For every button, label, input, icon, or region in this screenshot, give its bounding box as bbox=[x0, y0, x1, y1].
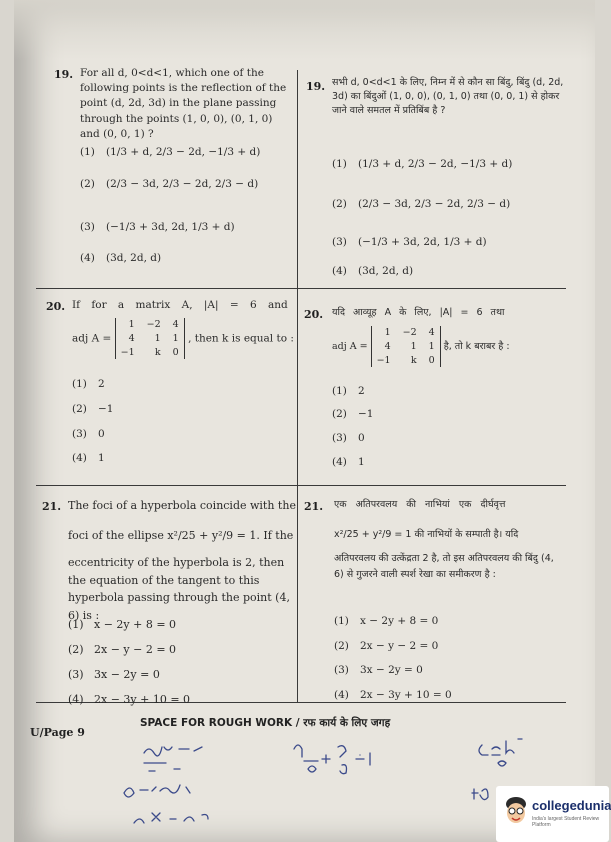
q21-number-en: 21. bbox=[42, 500, 62, 513]
q20-after-en: , then k is equal to : bbox=[188, 332, 294, 345]
option-text: −1 bbox=[98, 403, 114, 415]
matrix-cell: 1 bbox=[172, 332, 179, 344]
matrix-cell: −2 bbox=[146, 319, 161, 330]
option-text: x − 2y + 8 = 0 bbox=[94, 618, 177, 631]
q21-text-en-2: foci of the ellipse x²/25 + y²/9 = 1. If the bbox=[68, 529, 294, 542]
q21-option-4-en[interactable] bbox=[68, 693, 190, 706]
q20-adj-row-en bbox=[72, 318, 294, 359]
option-text: (3d, 2d, d) bbox=[358, 265, 414, 277]
matrix-cell: 0 bbox=[428, 354, 435, 366]
option-text: 0 bbox=[98, 428, 105, 440]
q20-number-en: 20. bbox=[46, 300, 66, 313]
adj-label: adj A = bbox=[72, 332, 112, 345]
mascot-icon bbox=[504, 796, 528, 826]
q20-option-2-hi[interactable] bbox=[332, 408, 373, 420]
logo-name: collegedunia bbox=[532, 798, 611, 813]
q19-option-4-en[interactable] bbox=[80, 252, 161, 264]
option-text: 2x − 3y + 10 = 0 bbox=[360, 689, 452, 701]
matrix-cell: 4 bbox=[172, 319, 179, 330]
row-divider-19-20 bbox=[36, 288, 566, 289]
q20-after-hi: है, तो k बराबर है : bbox=[443, 341, 510, 353]
matrix-cell: 4 bbox=[128, 332, 135, 344]
matrix-cell: 1 bbox=[154, 332, 161, 344]
collegedunia-logo bbox=[496, 786, 609, 842]
option-number: (2) bbox=[332, 408, 347, 420]
option-number: (2) bbox=[334, 640, 349, 652]
matrix bbox=[371, 326, 441, 367]
matrix-cell: −1 bbox=[120, 346, 135, 358]
q19-text-en: For all d, 0<d<1, which one of the following points is the reflection of the point (d, 2d, 3d) in the plane passing through the points (1, 0, 0), (0, 1, 0) and (0, 0, 1) ? bbox=[80, 67, 287, 140]
q21-option-2-en[interactable] bbox=[68, 643, 176, 656]
q21-option-1-en[interactable] bbox=[68, 618, 176, 631]
q20-text-hi: यदि आव्यूह A के लिए, |A| = 6 तथा bbox=[332, 307, 505, 318]
matrix-cell: 4 bbox=[428, 327, 435, 338]
q19-option-1-hi[interactable] bbox=[332, 158, 512, 170]
option-text: −1 bbox=[358, 408, 374, 420]
q20-option-1-en[interactable] bbox=[72, 378, 105, 390]
option-number: (1) bbox=[72, 378, 87, 390]
option-number: (1) bbox=[80, 146, 95, 158]
option-number: (3) bbox=[80, 221, 95, 233]
option-text: 3x − 2y = 0 bbox=[360, 664, 423, 676]
option-text: 0 bbox=[358, 432, 365, 444]
q21-text-en-3: eccentricity of the hyperbola is 2, then the equation of the tangent to this hyperbola passing through the point (4, 6) is : bbox=[68, 556, 290, 622]
option-text: (1/3 + d, 2/3 − 2d, −1/3 + d) bbox=[106, 146, 261, 158]
option-number: (4) bbox=[68, 693, 84, 706]
option-text: (2/3 − 3d, 2/3 − 2d, 2/3 − d) bbox=[106, 178, 259, 190]
q20-option-1-hi[interactable] bbox=[332, 385, 365, 397]
matrix-cell: 1 bbox=[384, 327, 391, 338]
option-text: 3x − 2y = 0 bbox=[94, 668, 160, 681]
option-text: (2/3 − 3d, 2/3 − 2d, 2/3 − d) bbox=[358, 198, 511, 210]
column-divider bbox=[297, 70, 298, 702]
option-text: 2 bbox=[98, 378, 105, 390]
q21-option-1-hi[interactable] bbox=[334, 615, 438, 627]
q20-number-hi: 20. bbox=[304, 308, 324, 321]
q21-number-hi: 21. bbox=[304, 500, 324, 513]
option-number: (4) bbox=[80, 252, 95, 264]
option-number: (1) bbox=[332, 158, 347, 170]
option-number: (3) bbox=[334, 664, 349, 676]
q20-option-3-hi[interactable] bbox=[332, 432, 365, 444]
q20-option-4-en[interactable] bbox=[72, 452, 105, 464]
q19-option-2-en[interactable] bbox=[80, 178, 258, 190]
q19-number-en: 19. bbox=[54, 68, 74, 81]
option-text: 2x − y − 2 = 0 bbox=[360, 640, 439, 652]
option-number: (4) bbox=[332, 265, 347, 277]
option-text: (1/3 + d, 2/3 − 2d, −1/3 + d) bbox=[358, 158, 513, 170]
rough-work-heading: SPACE FOR ROUGH WORK / रफ कार्य के लिए जगह bbox=[140, 717, 391, 729]
q19-text-hi: सभी d, 0<d<1 के लिए, निम्न में से कौन सा बिंदु, बिंदु (d, 2d, 3d) का बिंदुओं (1, 0, 0), (0, 1, 0) तथा (0, 0, 1) से होकर जाने वाले समतल में प्रतिबिंब है ? bbox=[332, 77, 564, 116]
page-number: U/Page 9 bbox=[30, 726, 85, 739]
q21-option-2-hi[interactable] bbox=[334, 640, 438, 652]
matrix-cell: 0 bbox=[172, 346, 179, 358]
adj-label: adj A = bbox=[332, 341, 368, 353]
option-number: (3) bbox=[332, 236, 347, 248]
option-number: (2) bbox=[72, 403, 87, 415]
option-number: (3) bbox=[72, 428, 87, 440]
option-number: (2) bbox=[68, 643, 84, 656]
q19-option-2-hi[interactable] bbox=[332, 198, 510, 210]
option-number: (1) bbox=[332, 385, 347, 397]
matrix-cell: 4 bbox=[384, 340, 391, 352]
option-text: 1 bbox=[358, 456, 365, 468]
q20-adj-row-hi bbox=[332, 326, 510, 367]
option-text: 2x − 3y + 10 = 0 bbox=[94, 693, 191, 706]
matrix-cell: 1 bbox=[128, 319, 135, 330]
option-number: (1) bbox=[334, 615, 349, 627]
option-number: (4) bbox=[334, 689, 349, 701]
matrix-cell: −2 bbox=[402, 327, 417, 338]
q21-text-en-1: The foci of a hyperbola coincide with the bbox=[68, 499, 296, 512]
option-text: (−1/3 + 3d, 2d, 1/3 + d) bbox=[358, 236, 487, 248]
page-shadow bbox=[14, 0, 595, 60]
matrix-cell: k bbox=[410, 354, 417, 366]
exam-page bbox=[14, 0, 611, 842]
matrix-cell: 1 bbox=[428, 340, 435, 352]
matrix-cell: 1 bbox=[410, 340, 417, 352]
option-number: (3) bbox=[332, 432, 347, 444]
option-text: (−1/3 + 3d, 2d, 1/3 + d) bbox=[106, 221, 235, 233]
row-divider-20-21 bbox=[36, 485, 566, 486]
matrix-cell: k bbox=[154, 346, 161, 358]
q20-text-en: If for a matrix A, |A| = 6 and bbox=[72, 299, 288, 311]
q21-text-hi-1: एक अतिपरवलय की नाभियां एक दीर्घवृत्त bbox=[334, 499, 506, 510]
option-text: (3d, 2d, d) bbox=[106, 252, 162, 264]
option-number: (3) bbox=[68, 668, 84, 681]
q19-option-1-en[interactable] bbox=[80, 146, 260, 158]
q19-number-hi: 19. bbox=[306, 80, 326, 93]
q19-option-4-hi[interactable] bbox=[332, 265, 413, 277]
q20-option-2-en[interactable] bbox=[72, 403, 113, 415]
matrix bbox=[115, 318, 185, 359]
option-text: 1 bbox=[98, 452, 105, 464]
matrix-cell: −1 bbox=[376, 354, 391, 366]
q21-option-3-en[interactable] bbox=[68, 668, 160, 681]
q21-option-4-hi[interactable] bbox=[334, 689, 452, 701]
option-number: (2) bbox=[80, 178, 95, 190]
q21-text-hi-3: अतिपरवलय की उत्केंद्रता 2 है, तो इस अतिपरवलय की बिंदु (4, 6) से गुजरने वाली स्पर्श रेखा का समीकरण है : bbox=[334, 553, 554, 581]
logo-tagline: India's largest Student Review Platform bbox=[532, 816, 600, 828]
option-number: (4) bbox=[332, 456, 347, 468]
q21-option-3-hi[interactable] bbox=[334, 664, 423, 676]
q19-option-3-hi[interactable] bbox=[332, 236, 487, 248]
option-number: (4) bbox=[72, 452, 87, 464]
option-text: 2x − y − 2 = 0 bbox=[94, 643, 177, 656]
q20-option-3-en[interactable] bbox=[72, 428, 105, 440]
q19-option-3-en[interactable] bbox=[80, 221, 235, 233]
option-text: 2 bbox=[358, 385, 365, 397]
option-number: (1) bbox=[68, 618, 84, 631]
option-number: (2) bbox=[332, 198, 347, 210]
option-text: x − 2y + 8 = 0 bbox=[360, 615, 439, 627]
q21-text-hi-2: x²/25 + y²/9 = 1 की नाभियों के सम्पाती है। यदि bbox=[334, 529, 519, 540]
q20-option-4-hi[interactable] bbox=[332, 456, 365, 468]
